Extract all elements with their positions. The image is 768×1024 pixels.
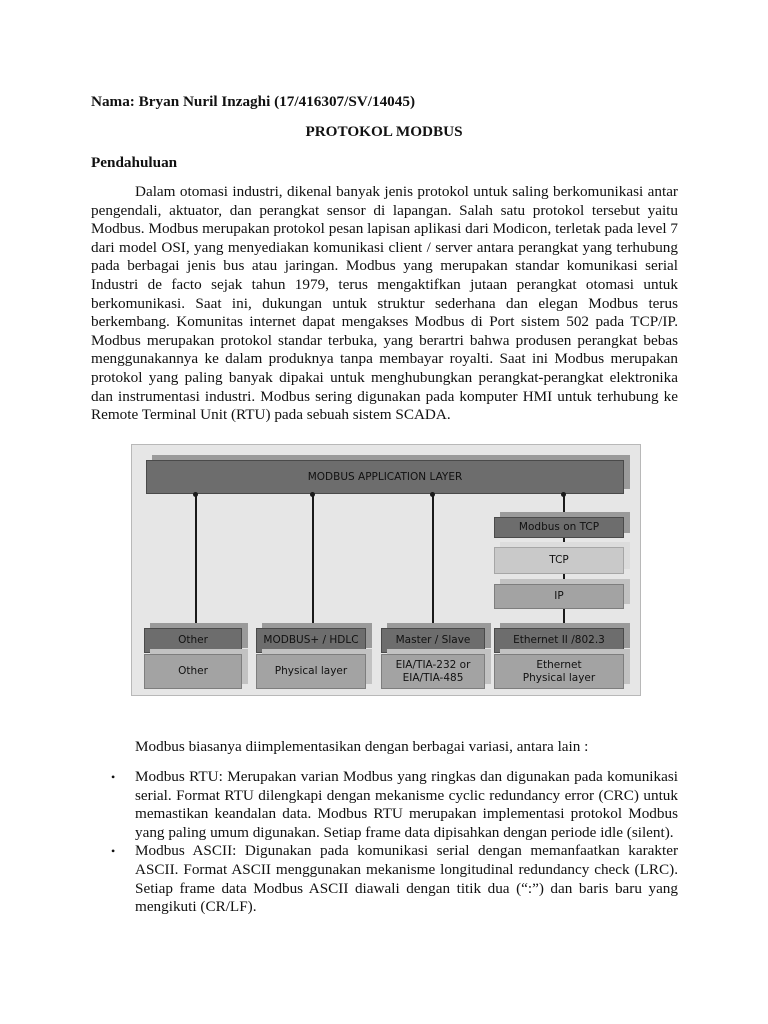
connector-line xyxy=(563,574,565,584)
bullet-icon: • xyxy=(111,770,116,784)
list-item-text: Modbus ASCII: Digunakan pada komunikasi serial dengan memanfaatkan karakter ASCII. Format ASCII menggunakan mekanisme longitudinal redundancy check (LRC). Setiap frame data Modbus ASCII diawali dengan titik dua (“:”) dan baris baru yang mengikuti (CR/LF). xyxy=(135,842,678,916)
list-item-text: Modbus RTU: Merupakan varian Modbus yang ringkas dan digunakan pada komunikasi serial. Format RTU dilengkapi dengan mekanisme cyclic redundancy error (CRC) untuk memastikan keandalan data. Modbus RTU merupakan implementasi protokol Modbus yang paling umum digunakan. Setiap frame data dipisahkan dengan periode idle (silent). xyxy=(135,768,678,841)
list-item xyxy=(91,768,678,842)
other-top-label: Other xyxy=(178,634,208,646)
modbus-plus-hdlc-label: MODBUS+ / HDLC xyxy=(263,634,359,646)
connector-line xyxy=(195,494,197,625)
section-heading: Pendahuluan xyxy=(91,154,178,171)
modbus-on-tcp-block xyxy=(494,517,624,538)
connector-line xyxy=(432,494,434,625)
variant-list xyxy=(91,768,678,917)
connector-node xyxy=(561,492,566,497)
connector-node xyxy=(193,492,198,497)
physical-layer-label: Physical layer xyxy=(274,665,348,677)
modbus-stack-diagram xyxy=(131,444,641,696)
ethernet-ii-label: Ethernet II /802.3 xyxy=(513,634,605,646)
modbus-plus-hdlc-block xyxy=(256,628,366,653)
author-line: Nama: Bryan Nuril Inzaghi (17/416307/SV/14045) xyxy=(91,93,416,110)
ethernet-ii-block xyxy=(494,628,624,653)
eia-tia-block xyxy=(381,654,485,689)
list-item xyxy=(91,842,678,916)
ip-block xyxy=(494,584,624,609)
application-layer-label: MODBUS APPLICATION LAYER xyxy=(307,470,463,483)
master-slave-label: Master / Slave xyxy=(395,634,471,646)
connector-line xyxy=(563,494,565,516)
document-title: PROTOKOL MODBUS xyxy=(305,123,463,140)
ethernet-physical-block xyxy=(494,654,624,689)
ethernet-physical-label: Physical layer xyxy=(522,671,596,684)
tcp-label: TCP xyxy=(549,554,569,566)
tcp-block xyxy=(494,547,624,574)
other-bottom-label: Other xyxy=(178,665,208,677)
connector-line xyxy=(563,537,565,546)
application-layer-block xyxy=(146,460,624,494)
ethernet-label: Ethernet xyxy=(536,658,582,671)
connector-node xyxy=(310,492,315,497)
ip-label: IP xyxy=(554,590,564,602)
other-top-block xyxy=(144,628,242,653)
physical-layer-block xyxy=(256,654,366,689)
variants-intro: Modbus biasanya diimplementasikan dengan berbagai variasi, antara lain : xyxy=(135,738,589,755)
intro-paragraph: Dalam otomasi industri, dikenal banyak jenis protokol untuk saling berkomunikasi antar pengendali, aktuator, dan perangkat sensor di lapangan. Salah satu protokol tersebut yaitu Modbus. Modbus merupakan protokol pesan lapisan aplikasi dari Modicon, terletak pada level 7 dari model OSI, yang menyediakan komunikasi client / server antara perangkat yang terhubung pada berbagai jenis bus atau jaringan. Modbus yang merupakan standar komunikasi serial Industri de facto sejak tahun 1979, terus mengaktifkan jutaan perangkat otomasi untuk berkomunikasi. Saat ini, dukungan untuk struktur sederhana dan elegan Modbus terus berkembang. Komunitas internet dapat mengakses Modbus di Port sistem 502 pada TCP/IP. Modbus merupakan protokol standar terbuka, yang berartri bahwa produsen perangkat bebas menggunakannya ke dalam produknya tanpa membayar royalti. Saat ini Modbus merupakan protokol yang paling banyak dipakai untuk menghubungkan perangkat-perangkat elektronika dan instrumentasi industri. Modbus sering digunakan pada komputer HMI untuk terhubung ke Remote Terminal Unit (RTU) pada sebuah sistem SCADA. xyxy=(91,183,678,424)
modbus-on-tcp-label: Modbus on TCP xyxy=(518,521,600,533)
master-slave-block xyxy=(381,628,485,653)
other-bottom-block xyxy=(144,654,242,689)
eia-tia-485-label: EIA/TIA-485 xyxy=(402,671,464,684)
bullet-icon: • xyxy=(111,844,116,859)
connector-node xyxy=(430,492,435,497)
connector-line xyxy=(312,494,314,625)
eia-tia-232-label: EIA/TIA-232 or xyxy=(395,658,471,671)
